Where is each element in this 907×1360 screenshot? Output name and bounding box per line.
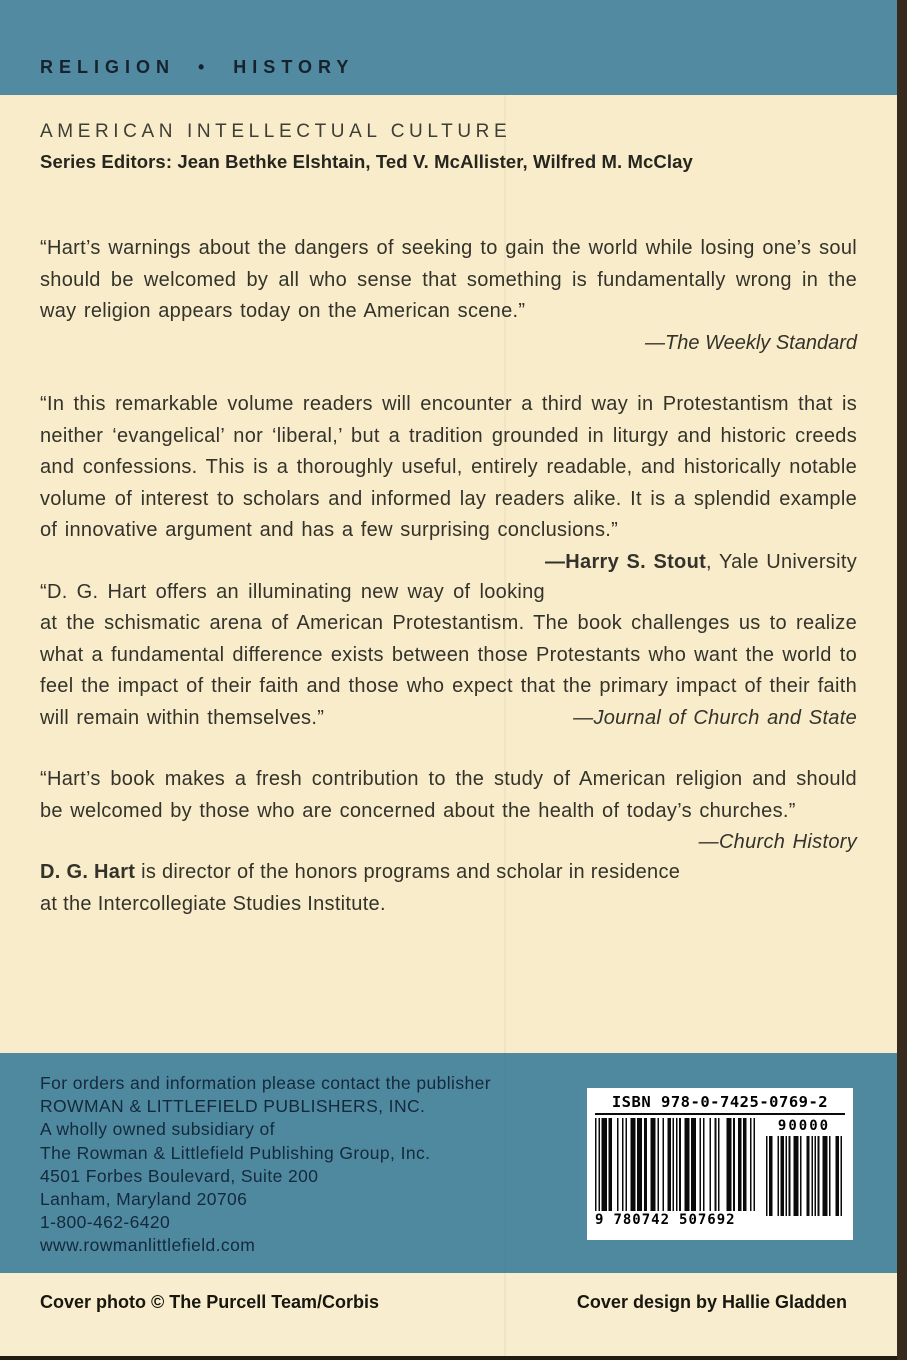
series-editors: Series Editors: Jean Bethke Elshtain, Ted V. McAllister, Wilfred M. McClay [40, 151, 693, 172]
author-name: D. G. Hart [40, 861, 136, 883]
isbn-text: ISBN 978-0-7425-0769-2 [595, 1093, 845, 1115]
publisher-group: The Rowman & Littlefield Publishing Group, Inc. [40, 1142, 431, 1163]
ean13-digit-lead: 9 [595, 1212, 605, 1228]
review-quote-harry-stout [40, 389, 857, 573]
quote-text-body: “D. G. Hart offers an illuminating new way of looking at the schismatic arena of American Protestantism. The book challenges us to realize what a fundamental difference exists between those Protestants who want the world to feel the impact of their faith and those who expect that the primary impact of their faith will remain within themselves.” [40, 580, 857, 729]
quote-attribution: —Church History [698, 831, 857, 853]
publisher-website: www.rowmanlittlefield.com [40, 1235, 256, 1256]
cover-crease-line [504, 95, 506, 1356]
review-quote-journal-church-state [40, 577, 857, 735]
ean5-bars [766, 1136, 842, 1216]
barcode [587, 1088, 853, 1240]
ean13-digits [595, 1212, 755, 1228]
author-bio [40, 857, 857, 920]
book-edge-bottom [0, 1356, 907, 1360]
publisher-phone: 1-800-462-6420 [40, 1212, 171, 1233]
category-band [0, 0, 907, 95]
publisher-address-city: Lanham, Maryland 20706 [40, 1189, 248, 1210]
main-panel [0, 95, 907, 1053]
category-label: RELIGION • HISTORY [40, 57, 355, 77]
cover-design-credit: Cover design by Hallie Gladden [576, 1292, 847, 1312]
quote-text [40, 577, 857, 735]
review-quote-weekly-standard [40, 233, 857, 359]
quote-text [40, 764, 857, 853]
publisher-line: For orders and information please contact the publisher [40, 1073, 491, 1093]
publisher-name: ROWMAN & LITTLEFIELD PUBLISHERS, INC. [40, 1096, 426, 1117]
quote-attribution [545, 547, 857, 579]
credits-band [0, 1273, 907, 1356]
series-title: AMERICAN INTELLECTUAL CULTURE [40, 121, 512, 142]
publisher-band [0, 1053, 907, 1273]
ean5-digits: 90000 [777, 1118, 831, 1134]
book-edge-right [897, 0, 907, 1360]
publisher-line: A wholly owned subsidiary of [40, 1119, 275, 1140]
ean13-bars [595, 1118, 755, 1211]
ean13-digit-group1: 780742 [613, 1212, 671, 1228]
quote-text: “Hart’s warnings about the dangers of seeking to gain the world while losing one’s soul should be welcomed by all who sense that something is fundamentally wrong in the way religion appears today on the American scene.” [40, 237, 857, 322]
ean5-supplement-code [766, 1118, 842, 1228]
quote-attribution: —Journal of Church and State [573, 706, 857, 729]
review-quote-church-history [40, 764, 857, 853]
quote-text-body: “Hart’s book makes a fresh contribution to the study of American religion and should be welcomed by those who are concerned about the health of today’s churches.” [40, 768, 857, 822]
attribution-affiliation: , Yale University [706, 550, 857, 573]
quote-text-body: “In this remarkable volume readers will encounter a third way in Protestantism that is neither ‘evangelical’ nor ‘liberal,’ but a tradition grounded in liturgy and historic creeds and confessions. This is a thoroughly useful, entirely readable, and historically notable volume of interest to scholars and informed lay readers alike. It is a splendid example of innovative argument and has a few surprising conclusions.” [40, 393, 857, 541]
quote-attribution: —The Weekly Standard [645, 331, 857, 354]
ean13-code [595, 1118, 755, 1228]
ean13-digit-group2: 507692 [679, 1212, 736, 1228]
attribution-name: —Harry S. Stout [544, 550, 707, 573]
quote-text [40, 389, 857, 573]
author-bio-text: is director of the honors programs and scholar in residence at the Intercollegiate Studies Institute. [40, 861, 681, 915]
cover-photo-credit: Cover photo © The Purcell Team/Corbis [40, 1292, 379, 1312]
barcode-bars-area [595, 1118, 845, 1228]
publisher-address-street: 4501 Forbes Boulevard, Suite 200 [40, 1165, 319, 1186]
